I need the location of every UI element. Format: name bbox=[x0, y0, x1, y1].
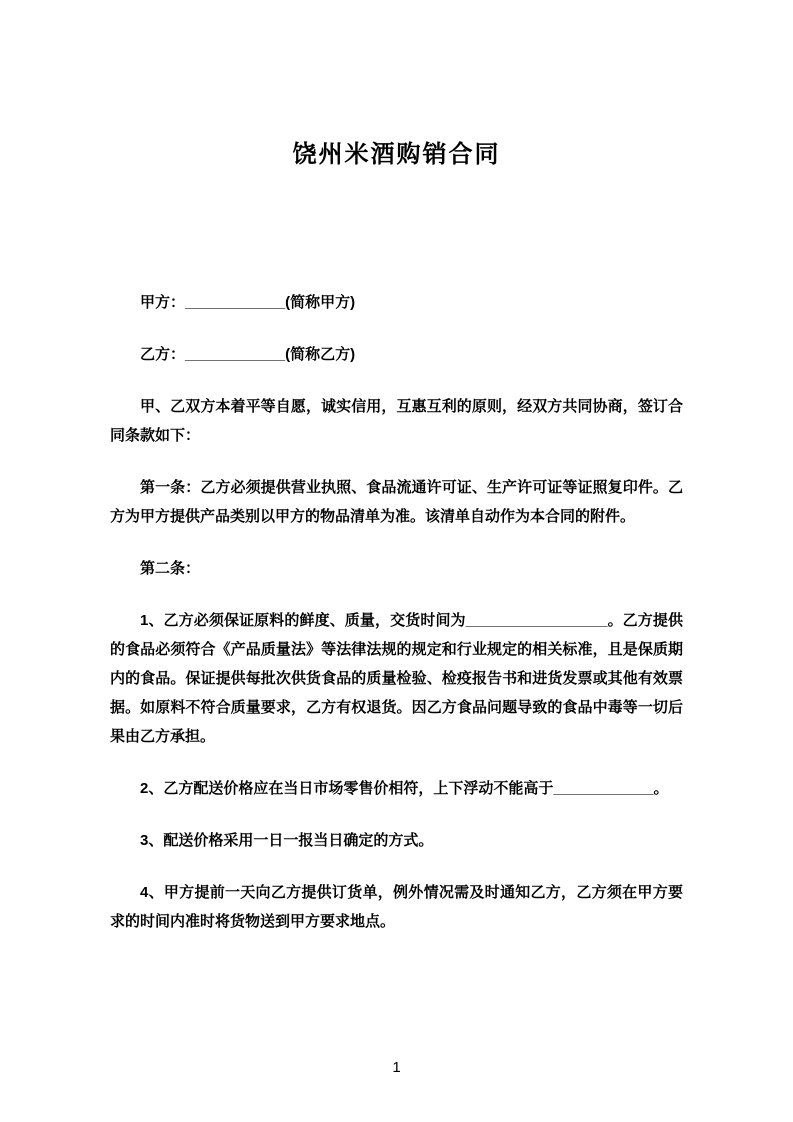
document-title: 饶州米酒购销合同 bbox=[292, 141, 501, 168]
clause-2-heading: 第二条： bbox=[140, 560, 201, 577]
clause-2-item-3: 3、配送价格采用一日一报当日确定的方式。 bbox=[140, 832, 434, 849]
party-a-line: 甲方：____________(简称甲方) bbox=[140, 294, 356, 311]
clause-2-item-1: 1、乙方必须保证原料的鲜度、质量，交货时间为_________________。乙方提供的食品必须符合《产品质量法》等法律法规的规定和行业规定的相关标准，且是保质期内的食品。保证提供每批次供货食品的质量检验、检疫报告书和进货发票或其他有效票据。如原料不符合质量要求，乙方有权退货。因乙方食品问题导致的食品中毒等一切后果由乙方承担。 bbox=[110, 612, 683, 745]
clause-2-item-2: 2、乙方配送价格应在当日市场零售价相符，上下浮动不能高于____________。 bbox=[140, 780, 669, 797]
party-b-line: 乙方：____________(简称乙方) bbox=[140, 346, 356, 363]
preamble: 甲、乙双方本着平等自愿，诚实信用，互惠互利的原则，经双方共同协商，签订合同条款如下： bbox=[110, 398, 683, 444]
clause-2-item-4: 4、甲方提前一天向乙方提供订货单，例外情况需及时通知乙方，乙方须在甲方要求的时间内准时将货物送到甲方要求地点。 bbox=[110, 884, 683, 930]
page-number: 1 bbox=[392, 1059, 401, 1076]
clause-1: 第一条：乙方必须提供营业执照、食品流通许可证、生产许可证等证照复印件。乙方为甲方提供产品类别以甲方的物品清单为准。该清单自动作为本合同的附件。 bbox=[110, 479, 683, 525]
document-body bbox=[110, 288, 683, 936]
